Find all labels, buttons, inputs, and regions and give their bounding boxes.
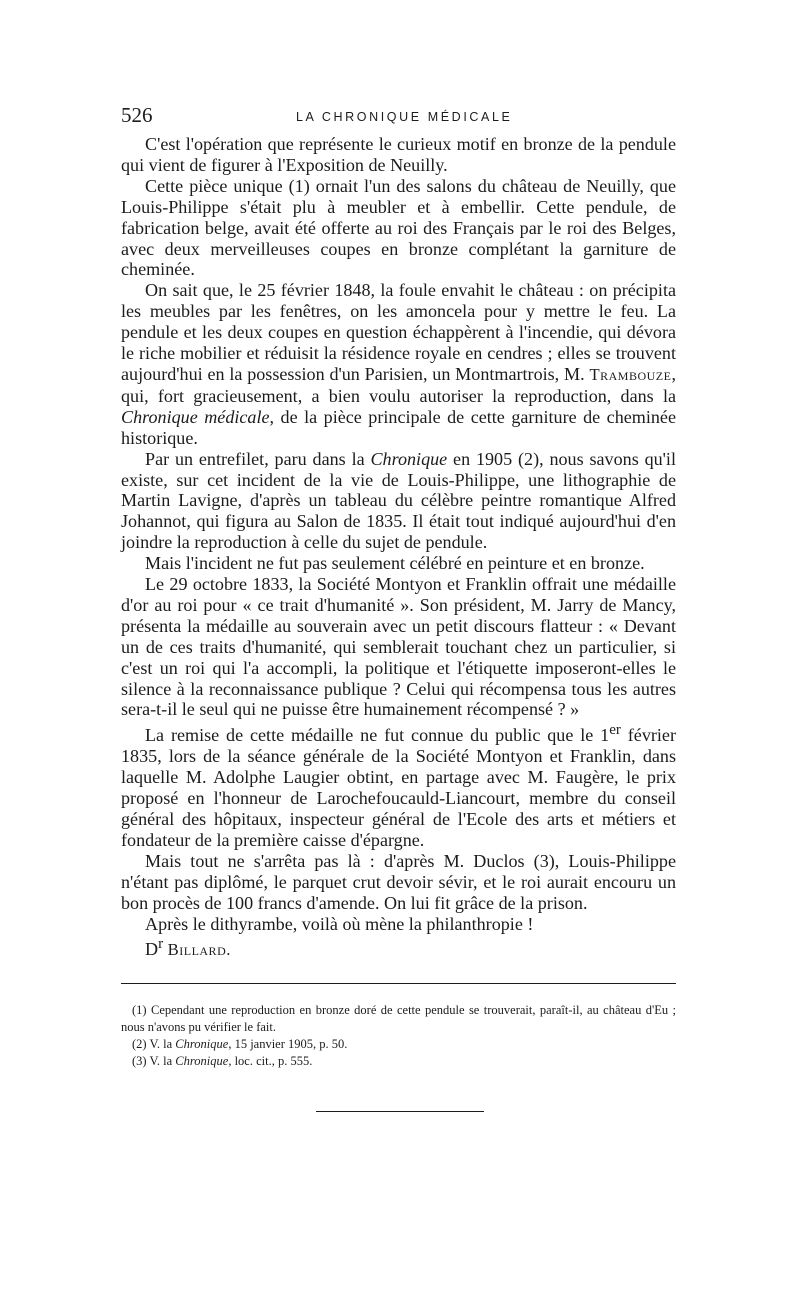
paragraph-8-text: Mais tout ne s'arrêta pas là : d'après M. Duclos (3), Louis-Philippe n'étant pas diplômé, le parquet crut devoir sévir, et le roi aurait encouru un bon procès de 100 francs d'amende. On lui fit grâce de la prison.	[121, 850, 676, 913]
paragraph-5-text: Mais l'incident ne fut pas seulement célébré en peinture et en bronze.	[145, 553, 645, 574]
paragraph-2-text-b: ornait l'un des salons du château de Neuilly, que Louis-Philippe s'était plu à meubler et à embellir. Cette pendule, de fabrication belge, avait été offerte au roi des Français par le roi des Belges, avec deux merveilleuses coupes en bronze complétant la garniture de cheminée.	[121, 175, 677, 280]
paragraph-4	[121, 449, 676, 554]
ordinal-superscript: er	[609, 722, 621, 739]
footnote-2	[121, 1036, 676, 1053]
running-title: LA CHRONIQUE MÉDICALE	[296, 110, 513, 124]
paragraph-2	[121, 176, 676, 281]
paragraph-9	[121, 914, 676, 935]
footnote-2-text-b: , 15 janvier 1905, p. 50.	[228, 1037, 348, 1051]
footnote-3	[121, 1053, 676, 1070]
end-of-page-rule	[316, 1111, 484, 1112]
journal-title-italic: Chronique médicale	[121, 406, 270, 427]
paragraph-6-text: Le 29 octobre 1833, la Société Montyon et Franklin offrait une médaille d'or au roi pour « ce trait d'humanité ». Son président, M. Jarry de Mancy, présenta la médaille au souverain avec un petit discours flatteur : « Devant un de ces traits d'humanité, qui semblerait touchant chez un particulier, si c'est un roi qui l'a accompli, la politique et l'étiquette imposeront-elles le silence à la reconnaissance publique ? Celui qui récompensa tous les autres sera-t-il le seul qui ne puisse être humainement récompensé ? »	[121, 574, 676, 720]
paragraph-1	[121, 134, 676, 176]
footnote-ref-1: (1)	[288, 175, 310, 196]
paragraph-7-text-a: La remise de cette médaille ne fut connue du public que le 1	[145, 725, 610, 746]
signature	[121, 934, 676, 961]
paragraph-4-text-a: Par un entrefilet, paru dans la	[145, 448, 371, 469]
paragraph-2-text-a: Cette pièce unique	[145, 175, 289, 196]
paragraph-3	[121, 280, 676, 448]
paragraph-5	[121, 553, 676, 574]
paragraph-1-text: C'est l'opération que représente le curieux motif en bronze de la pendule qui vient de figurer à l'Exposition de Neuilly.	[121, 134, 676, 175]
paragraph-3-text-a: On sait que, le 25 février 1848, la foule envahit le château : on précipita les meubles par les fenêtres, on les amoncela pour y mettre le feu. La pendule et les deux coupes en question échappèrent à l'incendie, qui dévora le riche mobilier et réduisit la résidence royale en cendres ; elles se trouvent aujourd'hui en la possession d'un Parisien, un Montmartrois, M.	[121, 280, 676, 384]
page-header	[121, 100, 681, 130]
footnote-3-text-a: (3) V. la	[132, 1054, 176, 1068]
paragraph-6	[121, 574, 676, 720]
article-body	[121, 134, 676, 961]
journal-title-italic: Chronique	[175, 1054, 229, 1068]
paragraph-3-text-c: , de la pièce principale de cette garniture de cheminée historique.	[121, 406, 676, 448]
person-name-trambouze: Trambouze	[589, 364, 672, 384]
signature-name: Billard.	[167, 940, 231, 960]
journal-title-italic: Chronique	[175, 1037, 229, 1051]
footnote-1-text: (1) Cependant une reproduction en bronze doré de cette pendule se trouverait, paraît-il, au château d'Eu ; nous n'avons pu vérifier le fait.	[121, 1003, 676, 1034]
paragraph-7	[121, 720, 676, 850]
paragraph-8	[121, 851, 676, 914]
footnote-3-text-b: , loc. cit., p. 555.	[228, 1054, 313, 1068]
signature-title-superscript: r	[158, 936, 164, 953]
footnotes	[121, 1002, 676, 1070]
footnote-2-text-a: (2) V. la	[132, 1037, 176, 1051]
paragraph-3-text-b: , qui, fort gracieusement, a bien voulu autoriser la reproduction, dans la	[121, 363, 676, 406]
footnote-separator	[121, 983, 676, 984]
paragraph-7-text-b: février 1835, lors de la séance générale de la Société Montyon et Franklin, dans laquelle M. Adolphe Laugier obtint, en partage avec M. Faugère, le prix proposé en l'honneur de Larochefoucauld-Liancourt, membre du conseil général des hôpitaux, inspecteur général de l'Ecole des arts et métiers et fondateur de la première caisse d'épargne.	[121, 725, 676, 850]
paragraph-4-text-b: en 1905 (2), nous savons qu'il existe, sur cet incident de la vie de Louis-Philippe, une lithographie de Martin Lavigne, d'après un tableau du célèbre peintre romantique Alfred Johannot, qui figura au Salon de 1835. Il était tout indiqué aujourd'hui d'en joindre la reproduction à celle du sujet de pendule.	[121, 448, 676, 553]
signature-title: D	[145, 939, 159, 960]
page-number: 526	[121, 103, 153, 127]
paragraph-9-text: Après le dithyrambe, voilà où mène la philanthropie !	[145, 913, 534, 934]
journal-title-italic: Chronique	[370, 448, 448, 469]
footnote-1	[121, 1002, 676, 1036]
